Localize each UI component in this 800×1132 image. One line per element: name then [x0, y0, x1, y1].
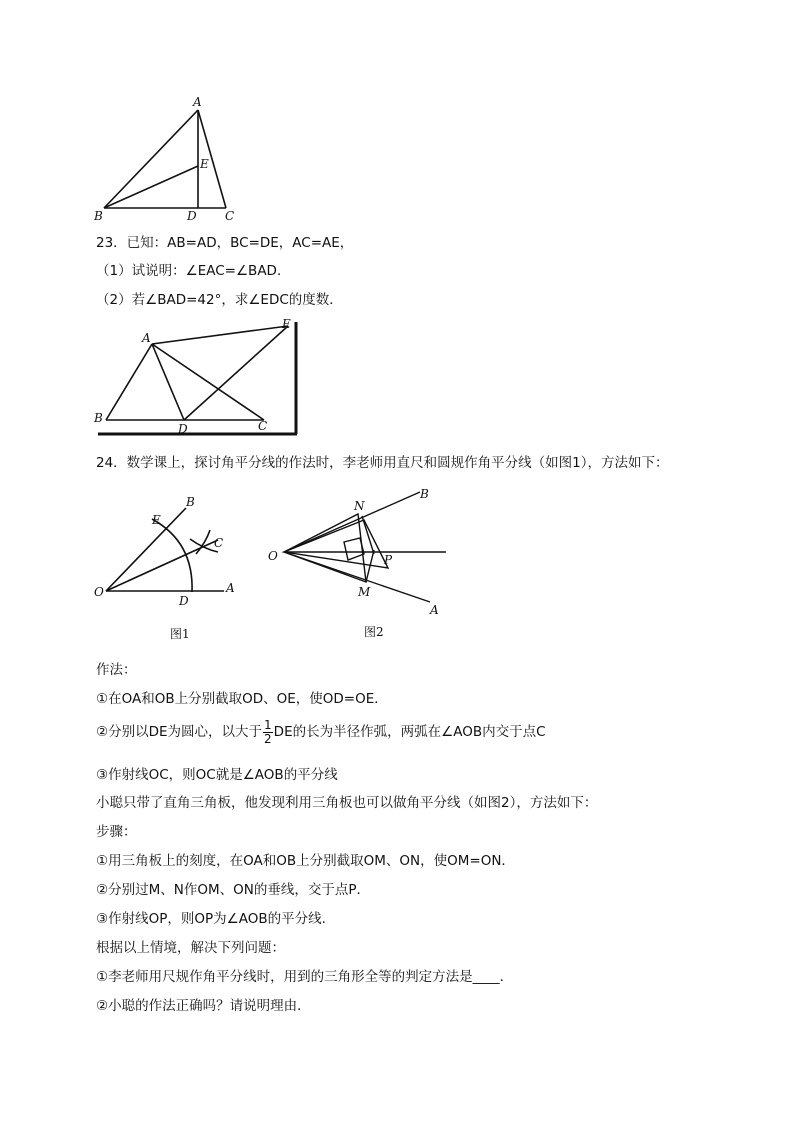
label-d: D: [179, 594, 189, 608]
q23-part1: （1）试说明：∠EAC=∠BAD．: [96, 263, 291, 279]
figure-2-caption: 图2: [364, 625, 384, 639]
q23-part2: （2）若∠BAD=42°，求∠EDC的度数．: [96, 292, 343, 308]
label-b: B: [186, 495, 195, 509]
ray-ob: [106, 508, 186, 591]
arc-de: [152, 519, 192, 592]
label-d: D: [187, 209, 197, 223]
figure-1-caption: 图1: [170, 627, 190, 641]
task-2: ②小聪的作法正确吗？请说明理由．: [96, 998, 311, 1014]
label-o: O: [94, 585, 104, 599]
q23-stem: 23．已知：AB=AD，BC=DE，AC=AE，: [96, 235, 354, 251]
fraction-one-half: [263, 719, 273, 746]
steps-title: 步骤：: [96, 824, 137, 840]
segment-be: [104, 166, 198, 208]
q24-stem: 24．数学课上，探讨角平分线的作法时，李老师用直尺和圆规作角平分线（如图1），方法如下：: [96, 455, 669, 471]
inner-square: [344, 538, 364, 560]
label-b: B: [420, 487, 429, 501]
segment-ab: [104, 110, 198, 208]
fraction-denominator: 2: [264, 731, 272, 746]
step-2: ②分别过M、N作OM、ON的垂线，交于点P．: [96, 882, 370, 898]
label-b: B: [94, 411, 103, 425]
method-step-2-after: DE的长为半径作弧，两弧在∠AOB内交于点C: [273, 724, 546, 740]
label-e: E: [200, 157, 209, 171]
label-a: A: [193, 95, 202, 109]
label-p: P: [384, 553, 393, 567]
method-step-2-before: ②分别以DE为圆心，以大于: [96, 724, 263, 740]
segment-ae: [152, 326, 288, 344]
figure-q23: [92, 318, 302, 440]
label-d: D: [178, 422, 188, 436]
figure-2-set-square: [262, 480, 462, 642]
label-c: C: [214, 536, 224, 550]
step-1: ①用三角板上的刻度，在OA和OB上分别截取OM、ON，使OM=ON．: [96, 853, 515, 869]
segment-de: [184, 326, 288, 420]
method-step-1: ①在OA和OB上分别截取OD、OE，使OD=OE．: [96, 691, 388, 707]
task-intro: 根据以上情境，解决下列问题：: [96, 940, 285, 956]
label-a: A: [430, 603, 439, 617]
label-e: E: [282, 317, 291, 331]
label-m: M: [358, 585, 371, 599]
task-1: ①李老师用尺规作角平分线时，用到的三角形全等的判定方法是____．: [96, 969, 514, 985]
label-n: N: [354, 499, 365, 513]
segment-ab: [106, 344, 152, 420]
figure-1-compass: [92, 492, 262, 648]
fraction-numerator: 1: [264, 717, 272, 732]
label-c: C: [225, 209, 235, 223]
label-a: A: [226, 581, 235, 595]
step-3: ③作射线OP，则OP为∠AOB的平分线．: [96, 911, 336, 927]
figure-triangle-top: [92, 94, 252, 224]
label-b: B: [94, 209, 103, 223]
ray-ob: [284, 492, 420, 552]
method-step-3: ③作射线OC，则OC就是∠AOB的平分线: [96, 767, 338, 783]
label-a: A: [142, 331, 151, 345]
label-c: C: [258, 419, 268, 433]
label-e: E: [152, 513, 161, 527]
xiaocong-intro: 小聪只带了直角三角板，他发现利用三角板也可以做角平分线（如图2），方法如下：: [96, 795, 598, 811]
method-title: 作法：: [96, 662, 137, 678]
method-step-2: [96, 718, 546, 746]
arc-c-1: [196, 530, 210, 554]
label-o: O: [268, 549, 278, 563]
